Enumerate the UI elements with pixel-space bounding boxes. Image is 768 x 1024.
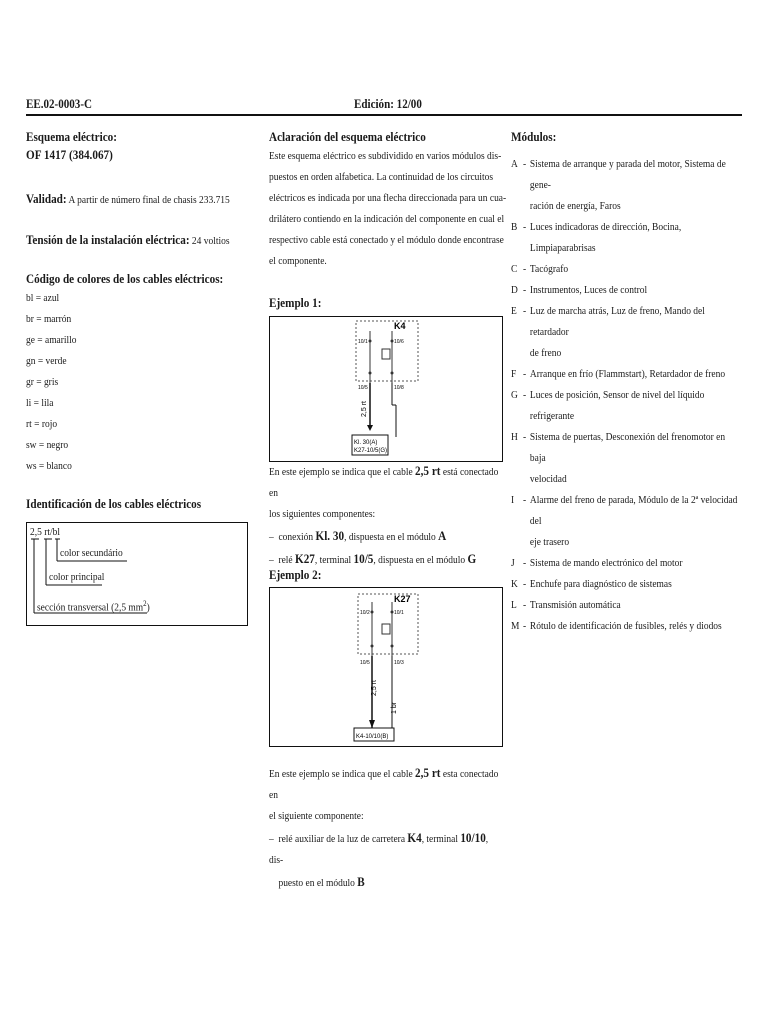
module-key: F xyxy=(511,368,517,380)
module-key: J xyxy=(511,557,515,569)
explanation-title: Aclaración del esquema eléctrico xyxy=(269,129,426,144)
color-code-item: bl = azul xyxy=(26,292,60,304)
module-item xyxy=(511,259,743,280)
module-key: A xyxy=(511,158,518,170)
example2-text-pre: En este ejemplo se indica que el cable xyxy=(269,768,413,780)
edition-label: Edición: 12/00 xyxy=(354,96,422,111)
module-dash xyxy=(523,343,530,364)
example2-item-line2-pre: puesto en el módulo xyxy=(278,877,355,889)
explanation-line: respectivo cable está conectado y el módulo donde encontrase xyxy=(269,234,504,246)
svg-text:10/2: 10/2 xyxy=(360,610,370,616)
module-dash: - xyxy=(523,158,527,170)
schema-model: OF 1417 (384.067) xyxy=(26,147,113,162)
module-item xyxy=(511,196,743,217)
example2-item-b2: 10/10 xyxy=(460,830,486,845)
example2-relay-label: K27 xyxy=(394,594,411,604)
example1-text-pre: En este ejemplo se indica que el cable xyxy=(269,466,413,478)
section-label xyxy=(37,593,150,619)
validity-value: A partir de número final de chasis 233.715 xyxy=(68,194,230,206)
example2-item-pre: relé auxiliar de la luz de carretera xyxy=(278,833,406,845)
module-description: Luz de marcha atrás, Luz de freno, Mando del retardador xyxy=(529,305,705,338)
color-code-item: br = marrón xyxy=(26,313,72,325)
example2-text-cable: 2,5 rt xyxy=(415,765,441,780)
example2-text-post: esta conectado en xyxy=(269,768,499,801)
module-key: E xyxy=(511,305,517,317)
cable-id-box xyxy=(26,522,248,626)
explanation-line: eléctricos es indicada por una flecha direccionada para un cua- xyxy=(269,192,507,204)
color-code-item: gn = verde xyxy=(26,355,67,367)
example2-item xyxy=(269,827,501,871)
example2-item-line2 xyxy=(269,871,501,894)
validity-label: Validad: xyxy=(26,191,67,206)
module-key xyxy=(511,196,523,217)
example1-relay-label: K4 xyxy=(394,321,406,331)
module-key: H xyxy=(511,431,518,443)
svg-text:10/5: 10/5 xyxy=(360,660,370,666)
svg-text:10/1: 10/1 xyxy=(394,610,404,616)
module-item xyxy=(511,574,743,595)
cable-code: 2,5 rt/bl xyxy=(30,526,60,538)
example2-item-mid: , terminal xyxy=(421,833,458,845)
module-item xyxy=(511,490,743,532)
module-dash: - xyxy=(523,221,527,233)
module-description: Luces indicadoras de dirección, Bocina, Limpiaparabrisas xyxy=(529,221,682,254)
example1-text-post: está conectado en xyxy=(269,466,499,499)
module-key: M xyxy=(511,620,520,632)
example2-cable-label2: 1 br xyxy=(391,701,398,714)
module-description: Sistema de arranque y parada del motor, Sistema de gene- xyxy=(529,158,726,191)
svg-text:10/1: 10/1 xyxy=(358,339,368,345)
module-description: Transmisión automática xyxy=(529,599,621,611)
module-description: de freno xyxy=(529,347,562,359)
validity-line xyxy=(26,188,230,211)
module-item xyxy=(511,154,743,196)
module-description: Arranque en frío (Flammstart), Retardador de freno xyxy=(529,368,726,380)
explanation-line: puestos en orden alfabetica. La continuidad de los circuitos xyxy=(269,171,494,183)
schema-title: Esquema eléctrico: xyxy=(26,129,117,144)
module-item xyxy=(511,217,743,259)
module-description: Sistema de mando electrónico del motor xyxy=(529,557,683,569)
example1-cable-label: 2,5 rt xyxy=(361,401,368,417)
example2-text-line2: el siguiente componente: xyxy=(269,810,364,822)
example2-diagram xyxy=(269,587,503,747)
module-key: L xyxy=(511,599,517,611)
module-description: Rótulo de identificación de fusibles, relés y diodos xyxy=(529,620,722,632)
modules-list xyxy=(511,154,743,637)
explanation-line: drilátero contiendo en la indicación del componente en cual el xyxy=(269,213,505,225)
color-code-item: rt = rojo xyxy=(26,418,58,430)
module-dash: - xyxy=(523,389,527,401)
example1-text-cable: 2,5 rt xyxy=(415,463,441,478)
module-item xyxy=(511,280,743,301)
svg-text:10/3: 10/3 xyxy=(394,660,404,666)
svg-text:10/8: 10/8 xyxy=(394,385,404,391)
example1-item1-b2: A xyxy=(438,528,447,543)
example2-text-line1 xyxy=(269,762,501,806)
module-description: Alarme del freno de parada, Módulo de la 2ª velocidad del xyxy=(529,494,738,527)
color-code-item: ws = blanco xyxy=(26,460,72,472)
example2-title: Ejemplo 2: xyxy=(269,567,322,582)
color-code-list xyxy=(26,288,246,477)
example2-item-line2-b: B xyxy=(357,874,365,889)
module-item xyxy=(511,595,743,616)
example1-title: Ejemplo 1: xyxy=(269,295,322,310)
voltage-label: Tensión de la instalación eléctrica: xyxy=(26,232,190,247)
module-key xyxy=(511,532,523,553)
example1-circuit xyxy=(270,317,502,461)
module-item xyxy=(511,364,743,385)
header-rule xyxy=(26,114,742,116)
explanation-paragraph xyxy=(269,146,507,272)
module-item xyxy=(511,616,743,637)
module-dash xyxy=(523,196,530,217)
column-right xyxy=(511,128,743,637)
example1-target2: K27-10/5(G) xyxy=(354,448,388,454)
example2-item-b1: K4 xyxy=(407,830,422,845)
module-key: C xyxy=(511,263,518,275)
module-dash: - xyxy=(523,578,527,590)
module-dash: - xyxy=(523,599,527,611)
module-item xyxy=(511,427,743,469)
explanation-line: el componente. xyxy=(269,255,327,267)
example1-item1 xyxy=(269,525,501,548)
module-key: B xyxy=(511,221,518,233)
module-description: ración de energía, Faros xyxy=(529,200,621,212)
example1-item2-pre: relé xyxy=(278,554,293,566)
module-dash xyxy=(523,469,530,490)
module-key: K xyxy=(511,578,518,590)
color-code-item: li = lila xyxy=(26,397,54,409)
example1-diagram xyxy=(269,316,503,462)
example1-item1-pre: conexión xyxy=(278,531,314,543)
example1-item2-post: , dispuesta en el módulo xyxy=(373,554,466,566)
module-dash: - xyxy=(523,305,527,317)
module-item xyxy=(511,532,743,553)
module-key xyxy=(511,343,523,364)
document-code: EE.02-0003-C xyxy=(26,96,92,111)
example1-item2-mid: , terminal xyxy=(314,554,352,566)
module-description: Enchufe para diagnóstico de sistemas xyxy=(529,578,672,590)
module-dash: - xyxy=(523,263,527,275)
module-description: eje trasero xyxy=(529,536,570,548)
module-key xyxy=(511,469,523,490)
example2-circuit xyxy=(270,588,502,746)
modules-title: Módulos: xyxy=(511,129,557,144)
explanation-line: Este esquema eléctrico es subdividido en varios módulos dis- xyxy=(269,150,502,162)
section-label-text: sección transversal (2,5 mm xyxy=(37,601,144,614)
module-item xyxy=(511,469,743,490)
svg-text:10/5: 10/5 xyxy=(358,385,368,391)
module-description: Tacógrafo xyxy=(529,263,569,275)
column-middle xyxy=(269,128,507,272)
module-item xyxy=(511,553,743,574)
example1-text-line1 xyxy=(269,460,501,504)
svg-text:10/6: 10/6 xyxy=(394,339,404,345)
secondary-color-label: color secundário xyxy=(60,547,123,559)
module-item xyxy=(511,385,743,427)
module-dash: - xyxy=(523,431,527,443)
cable-id-title: Identificación de los cables eléctricos xyxy=(26,496,202,511)
example1-target1: Kl. 30(A) xyxy=(354,440,378,446)
module-item xyxy=(511,301,743,343)
example1-item1-dash: – xyxy=(269,531,274,543)
example2-item-post: , dis- xyxy=(269,833,489,866)
example2-target: K4-10/10(B) xyxy=(356,734,389,740)
module-key: D xyxy=(511,284,518,296)
section-label-sup: 2 xyxy=(143,599,147,608)
example1-item2-dash: – xyxy=(269,554,274,566)
example1-text xyxy=(269,460,501,571)
example1-text-line2: los siguientes componentes: xyxy=(269,508,376,520)
module-item xyxy=(511,343,743,364)
example1-item1-b1: Kl. 30 xyxy=(315,528,345,543)
module-description: Sistema de puertas, Desconexión del frenomotor en baja xyxy=(529,431,726,464)
color-code-title: Código de colores de los cables eléctricos: xyxy=(26,271,224,286)
example1-item2-b1: K27 xyxy=(295,551,315,566)
color-code-item: gr = gris xyxy=(26,376,59,388)
module-key: I xyxy=(511,494,515,506)
module-dash: - xyxy=(523,494,527,506)
module-description: velocidad xyxy=(529,473,567,485)
example1-item1-mid: , dispuesta en el módulo xyxy=(344,531,436,543)
module-dash: - xyxy=(523,557,527,569)
color-code-item: sw = negro xyxy=(26,439,69,451)
voltage-value: 24 voltios xyxy=(191,235,230,247)
section-label-close: ) xyxy=(146,601,150,614)
example2-cable-label: 2,5 rt xyxy=(371,680,378,696)
module-description: Luces de posición, Sensor de nivel del líquido refrigerante xyxy=(529,389,705,422)
module-dash: - xyxy=(523,368,527,380)
module-dash: - xyxy=(523,284,527,296)
color-code-item: ge = amarillo xyxy=(26,334,77,346)
example2-item-dash: – xyxy=(269,833,274,845)
module-description: Instrumentos, Luces de control xyxy=(529,284,648,296)
column-left xyxy=(26,128,246,513)
module-dash: - xyxy=(523,620,527,632)
module-dash xyxy=(523,532,530,553)
voltage-line xyxy=(26,229,230,252)
example2-text xyxy=(269,762,501,894)
module-key: G xyxy=(511,389,518,401)
example1-item2-b2: 10/5 xyxy=(353,551,374,566)
primary-color-label: color principal xyxy=(49,571,105,583)
example1-item2-b3: G xyxy=(467,551,477,566)
